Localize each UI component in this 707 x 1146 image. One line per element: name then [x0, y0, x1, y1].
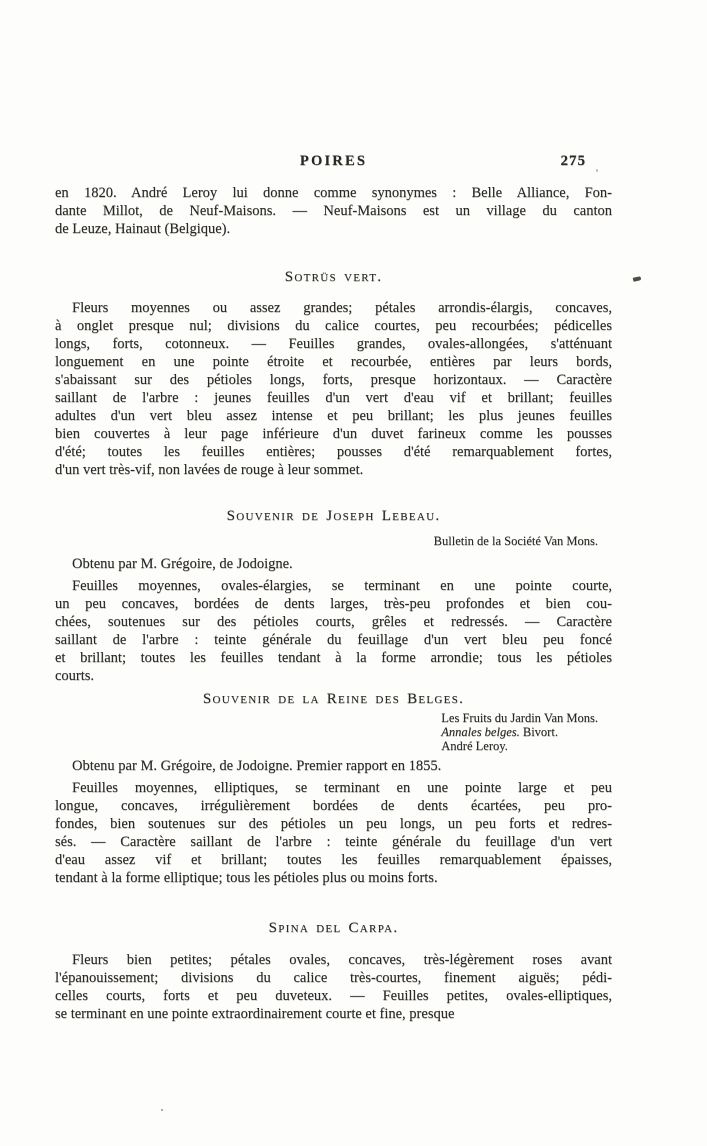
text-line: tendant à la forme elliptique; tous les pétioles plus ou moins forts.: [55, 870, 438, 886]
section-heading: Sotrüs vert.: [284, 269, 383, 285]
text-line: l'épanouissement; divisions du calice très-courtes, finement aiguës; pédi-: [55, 970, 612, 986]
citation-line: [441, 739, 598, 753]
text-line: bien couvertes à leur page inférieure d'un duvet farineux comme les pousses: [55, 426, 612, 442]
text-line: courts.: [55, 668, 95, 684]
text-line: d'eau assez vif et brillant; toutes les feuilles remarquablement épaisses,: [55, 852, 612, 868]
text-line: longuement en une pointe étroite et recourbée, entières par leurs bords,: [55, 354, 612, 370]
text-line: de Leuze, Hainaut (Belgique).: [55, 221, 231, 237]
citation-line: [441, 711, 598, 725]
text-line: adultes d'un vert bleu assez intense et peu brillant; les plus jeunes feuilles: [55, 408, 612, 424]
paragraph: [55, 299, 612, 479]
text-line: d'été; toutes les feuilles entières; pousses d'été remarquablement fortes,: [55, 444, 612, 460]
text-line: Fleurs moyennes ou assez grandes; pétales arrondis-élargis, concaves,: [72, 300, 612, 316]
text-block: [55, 152, 612, 1023]
paragraph: [55, 184, 612, 238]
citation-text: Les Fruits du Jardin Van Mons.: [441, 711, 598, 725]
page-body: [55, 184, 612, 1023]
citation-line: [434, 534, 598, 548]
citation-line: [441, 725, 598, 739]
text-line: et brillant; toutes les feuilles tendant à la forme arrondie; tous les pétioles: [55, 650, 612, 666]
running-title: POIRES: [299, 153, 368, 169]
paragraph: [55, 757, 612, 775]
text-line: longue, concaves, irrégulièrement bordées de dents écartées, peu pro-: [55, 798, 612, 814]
paragraph: [55, 779, 612, 887]
page-number: 275: [560, 153, 586, 169]
text-line: Feuilles moyennes, ovales-élargies, se terminant en une pointe courte,: [72, 578, 612, 594]
text-line: d'un vert très-vif, non lavées de rouge à leur sommet.: [55, 462, 364, 478]
ink-speck: [596, 169, 598, 172]
citation-text: Bivort.: [519, 725, 558, 739]
text-line: longs, forts, cotonneux. — Feuilles grandes, ovales-allongées, s'atténuant: [55, 336, 612, 352]
citation-block: [434, 534, 598, 548]
citation-text: André Leroy.: [441, 739, 508, 753]
section-heading: Souvenir de Joseph Lebeau.: [226, 508, 441, 524]
paragraph: [55, 577, 612, 685]
paragraph: [55, 555, 612, 573]
section-heading: Souvenir de la Reine des Belges.: [202, 691, 465, 707]
text-line: à onglet presque nul; divisions du calice courtes, peu recourbées; pédicelles: [55, 318, 612, 334]
text-line: Fleurs bien petites; pétales ovales, concaves, très-légèrement roses avant: [72, 952, 612, 968]
text-line: celles courts, forts et peu duveteux. — Feuilles petites, ovales-elliptiques,: [55, 988, 612, 1004]
text-line: Obtenu par M. Grégoire, de Jodoigne.: [72, 556, 293, 572]
text-line: Obtenu par M. Grégoire, de Jodoigne. Premier rapport en 1855.: [72, 758, 442, 774]
text-line: Feuilles moyennes, elliptiques, se terminant en une pointe large et peu: [72, 780, 612, 796]
citation-block: [441, 711, 598, 753]
ink-speck: [633, 276, 642, 282]
text-line: dante Millot, de Neuf-Maisons. — Neuf-Maisons est un village du canton: [55, 203, 612, 219]
text-line: saillant de l'arbre : jeunes feuilles d'un vert d'eau vif et brillant; feuilles: [55, 390, 612, 406]
text-line: fondes, bien soutenues sur des pétioles un peu longs, un peu forts et redres-: [55, 816, 612, 832]
text-line: sés. — Caractère saillant de l'arbre : teinte générale du feuillage d'un vert: [55, 834, 612, 850]
page-header: [55, 152, 612, 170]
text-line: s'abaissant sur des pétioles longs, forts, presque horizontaux. — Caractère: [55, 372, 612, 388]
paragraph: [55, 951, 612, 1023]
text-line: un peu concaves, bordées de dents larges, très-peu profondes et bien cou-: [55, 596, 612, 612]
ink-speck: [161, 1109, 163, 1111]
section-heading: Spina del Carpa.: [268, 920, 399, 936]
text-line: saillant de l'arbre : teinte générale du feuillage d'un vert bleu peu foncé: [55, 632, 612, 648]
citation-italic-title: Annales belges.: [441, 725, 520, 739]
text-line: se terminant en une pointe extraordinairement courte et fine, presque: [55, 1006, 455, 1022]
citation-text: Bulletin de la Société Van Mons.: [433, 534, 598, 548]
text-line: en 1820. André Leroy lui donne comme synonymes : Belle Alliance, Fon-: [55, 185, 612, 201]
text-line: chées, soutenues sur des pétioles courts, grêles et redressés. — Caractère: [55, 614, 612, 630]
